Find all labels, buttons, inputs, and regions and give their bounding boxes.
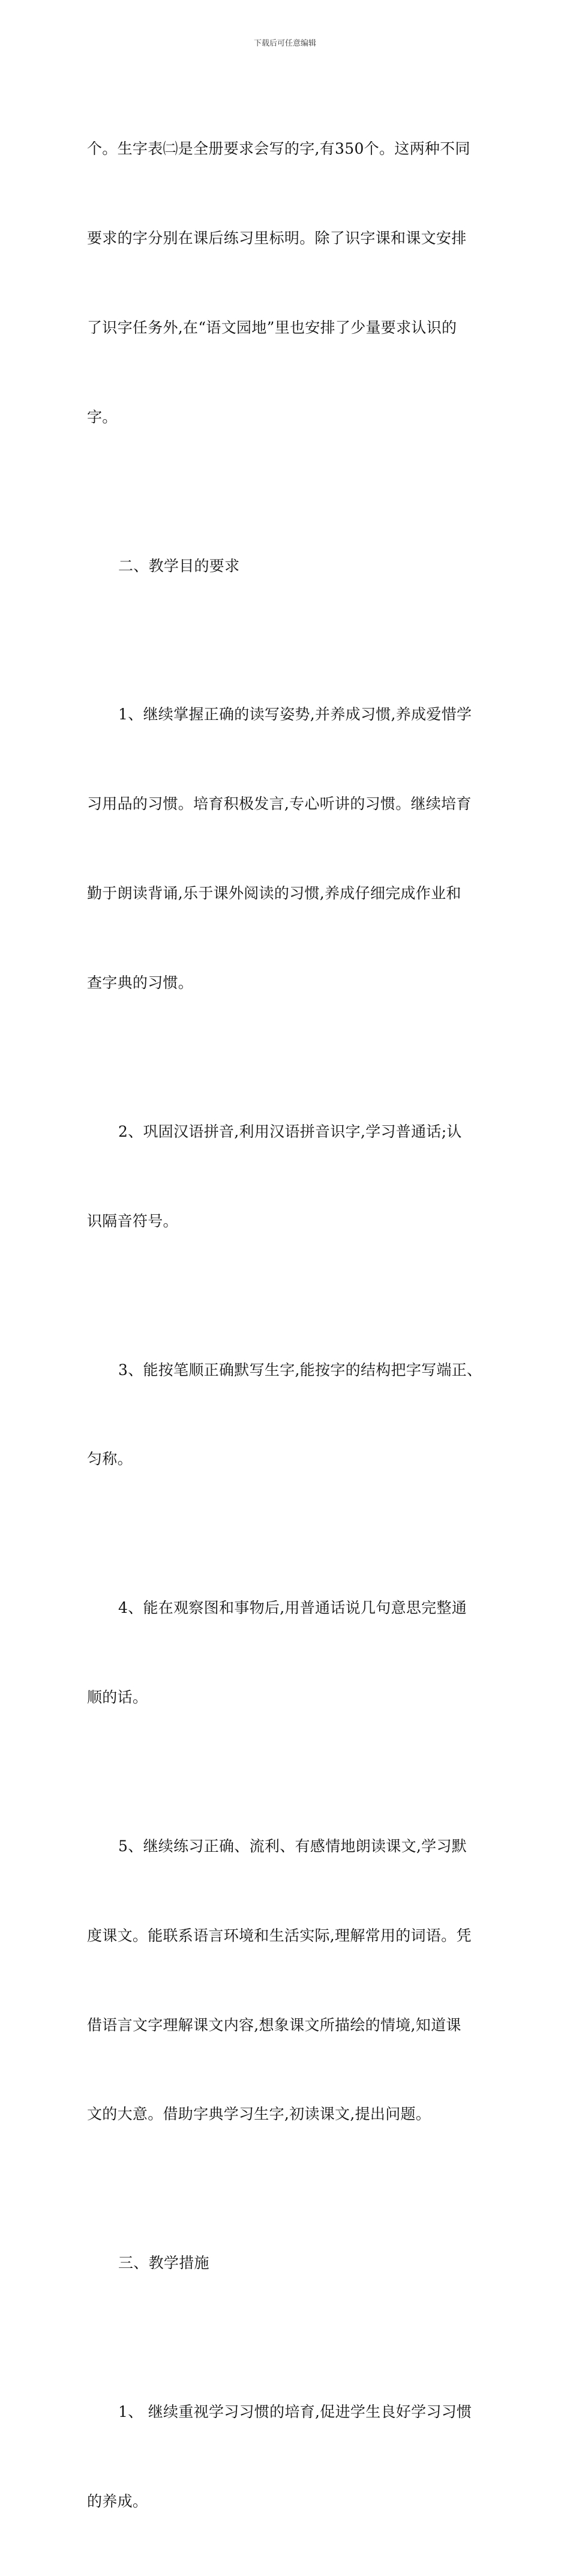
text-line: 勤于朗读背诵,乐于课外阅读的习惯,养成仔细完成作业和 — [87, 884, 461, 903]
text-line: 3、能按笔顺正确默写生字,能按字的结构把字写端正、 — [118, 1361, 482, 1379]
text-line: 的养成。 — [87, 2493, 148, 2511]
section-heading-objectives — [87, 491, 489, 640]
text-line: 4、能在观察图和事物后,用普通话说几句意思完整通 — [118, 1599, 467, 1617]
objective-item-3 — [87, 1295, 489, 1534]
text-line: 1、 继续重视学习习惯的培育,促进学生良好学习习惯 — [118, 2403, 472, 2421]
text-line: 文的大意。借助字典学习生字,初读课文,提出问题。 — [87, 2105, 431, 2123]
text-line: 个。生字表㈡是全册要求会写的字,有350个。这两种不同 — [87, 140, 470, 158]
objective-item-4 — [87, 1534, 489, 1772]
text-line: 度课文。能联系语言环境和生活实际,理解常用的词语。凭 — [87, 1926, 472, 1944]
measure-item-1 — [87, 2338, 489, 2576]
text-line: 识隔音符号。 — [87, 1212, 178, 1230]
text-line: 字。 — [87, 408, 118, 426]
heading-line: 二、教学目的要求 — [118, 557, 240, 575]
text-line: 5、继续练习正确、流利、有感情地朗读课文,学习默 — [118, 1837, 467, 1855]
text-line: 借语言文字理解课文内容,想象课文所描绘的情境,知道课 — [87, 2016, 461, 2034]
text-line: 了识字任务外,在“语文园地”里也安排了少量要求认识的 — [87, 318, 457, 336]
text-line: 匀称。 — [87, 1450, 133, 1468]
objective-item-5 — [87, 1772, 489, 2189]
objective-item-2 — [87, 1057, 489, 1296]
section-heading-measures — [87, 2189, 489, 2338]
text-line: 1、继续掌握正确的读写姿势,并养成习惯,养成爱惜学 — [118, 706, 472, 724]
text-line: 习用品的习惯。培育积极发言,专心听讲的习惯。继续培育 — [87, 795, 472, 813]
text-line: 查字典的习惯。 — [87, 973, 194, 991]
page-header: 下载后可任意编辑 — [253, 39, 316, 48]
text-line: 要求的字分别在课后练习里标明。除了识字课和课文安排 — [87, 229, 467, 247]
document-body — [87, 74, 489, 2576]
text-line: 2、巩固汉语拼音,利用汉语拼音识字,学习普通话;认 — [118, 1122, 462, 1140]
text-line: 顺的话。 — [87, 1689, 148, 1707]
paragraph-continuation-shengzi — [87, 74, 489, 491]
heading-line: 三、教学措施 — [118, 2254, 209, 2272]
objective-item-1 — [87, 640, 489, 1057]
